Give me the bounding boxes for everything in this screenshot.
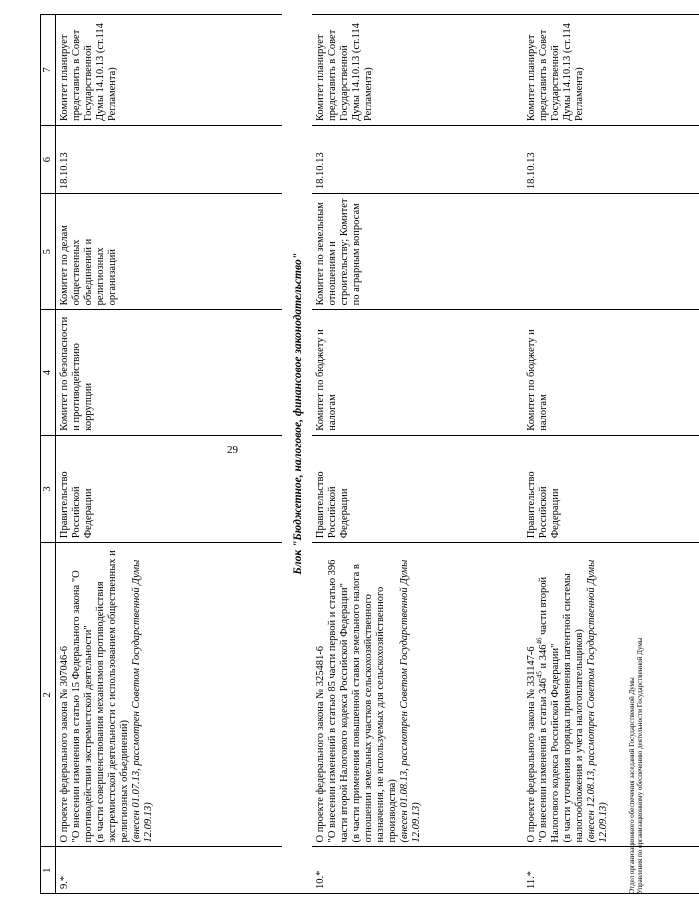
bill-description <box>523 543 699 847</box>
bill-title: О проекте федерального закона № 307046-6 <box>59 645 70 843</box>
initiator: Правительство Российской Федерации <box>312 435 523 542</box>
col-header: 6 <box>41 126 56 194</box>
co-executor <box>523 194 699 310</box>
bill-name: "О внесении изменений в статьи $346^{45}$ и $346^{46}$ части второй Налогового кодекса Российской Федерации" <box>535 576 561 843</box>
bill-title: О проекте федерального закона № 331147-6 <box>526 646 537 843</box>
row-number: 10.* <box>312 847 523 894</box>
col-header: 4 <box>41 310 56 435</box>
initiator: Правительство Российской Федерации <box>56 435 283 542</box>
table-row <box>523 15 699 894</box>
bill-intro: (внесен 01.08.13, рассмотрен Советом Государственной Думы 12.09.13) <box>399 559 422 843</box>
col-header: 2 <box>41 543 56 847</box>
col-header: 1 <box>41 847 56 894</box>
rotated-page-content <box>40 14 644 894</box>
col-header: 3 <box>41 435 56 542</box>
table-row <box>56 15 283 894</box>
plan: Комитет планирует представить в Совет Государственной Думы 14.10.13 (ст.114 Регламента) <box>523 15 699 126</box>
block-title: Блок "Бюджетное, налоговое, финансовое законодательство" <box>282 15 312 894</box>
responsible-committee: Комитет по безопасности и противодействию коррупции <box>56 310 283 435</box>
bill-intro: (внесен 01.07.13, рассмотрен Советом Государственной Думы 12.09.13) <box>131 559 154 843</box>
plan: Комитет планирует представить в Совет Государственной Думы 14.10.13 (ст.114 Регламента) <box>56 15 283 126</box>
bill-description <box>56 543 283 847</box>
table-row <box>312 15 523 894</box>
bills-table <box>40 14 699 894</box>
date: 18.10.13 <box>312 126 523 194</box>
page-number: 29 <box>227 444 238 456</box>
bill-intro: (внесен 12.08.13, рассмотрен Советом Государственной Думы 12.09.13) <box>586 559 609 843</box>
date: 18.10.13 <box>56 126 283 194</box>
footer-line: Управления по организационному обеспечению деятельности Государственной Думы <box>636 637 644 894</box>
footer <box>628 14 644 894</box>
row-number: 11.* <box>523 847 699 894</box>
responsible-committee: Комитет по бюджету и налогам <box>312 310 523 435</box>
block-heading-row <box>282 15 312 894</box>
footer-line: Отдел организационного обеспечения заседаний Государственной Думы <box>628 677 636 894</box>
responsible-committee: Комитет по бюджету и налогам <box>523 310 699 435</box>
bill-note: (в части применения повышенной ставки земельного налога в отношении земельных участков сельскохозяйственного назначения, не используемых для сельскохозяйственного производства) <box>351 564 398 843</box>
date: 18.10.13 <box>523 126 699 194</box>
co-executor: Комитет по делам общественных объединений и религиозных организаций <box>56 194 283 310</box>
table-header <box>41 15 56 894</box>
bill-name: "О внесении изменения в статью 15 Федерального закона "О противодействии экстремистской деятельности" <box>71 570 94 843</box>
col-header: 5 <box>41 194 56 310</box>
row-number: 9.* <box>56 847 283 894</box>
initiator: Правительство Российской Федерации <box>523 435 699 542</box>
co-executor: Комитет по земельным отношениям и строительству; Комитет по аграрным вопросам <box>312 194 523 310</box>
col-header: 7 <box>41 15 56 126</box>
bill-note: (в части уточнения порядка применения патентной системы налогообложения и учета налогоплательщиков) <box>562 573 585 843</box>
bill-note: (в части совершенствования механизмов противодействия экстремистской деятельности с использованием общественных и религиозных объединений) <box>95 550 130 843</box>
plan: Комитет планирует представить в Совет Государственной Думы 14.10.13 (ст.114 Регламента) <box>312 15 523 126</box>
bill-name: "О внесении изменений в статью 85 части первой и статью 396 части второй Налогового кодекса Российской Федерации" <box>327 559 350 843</box>
bill-title: О проекте федерального закона № 325481-6 <box>315 645 326 843</box>
bill-description <box>312 543 523 847</box>
